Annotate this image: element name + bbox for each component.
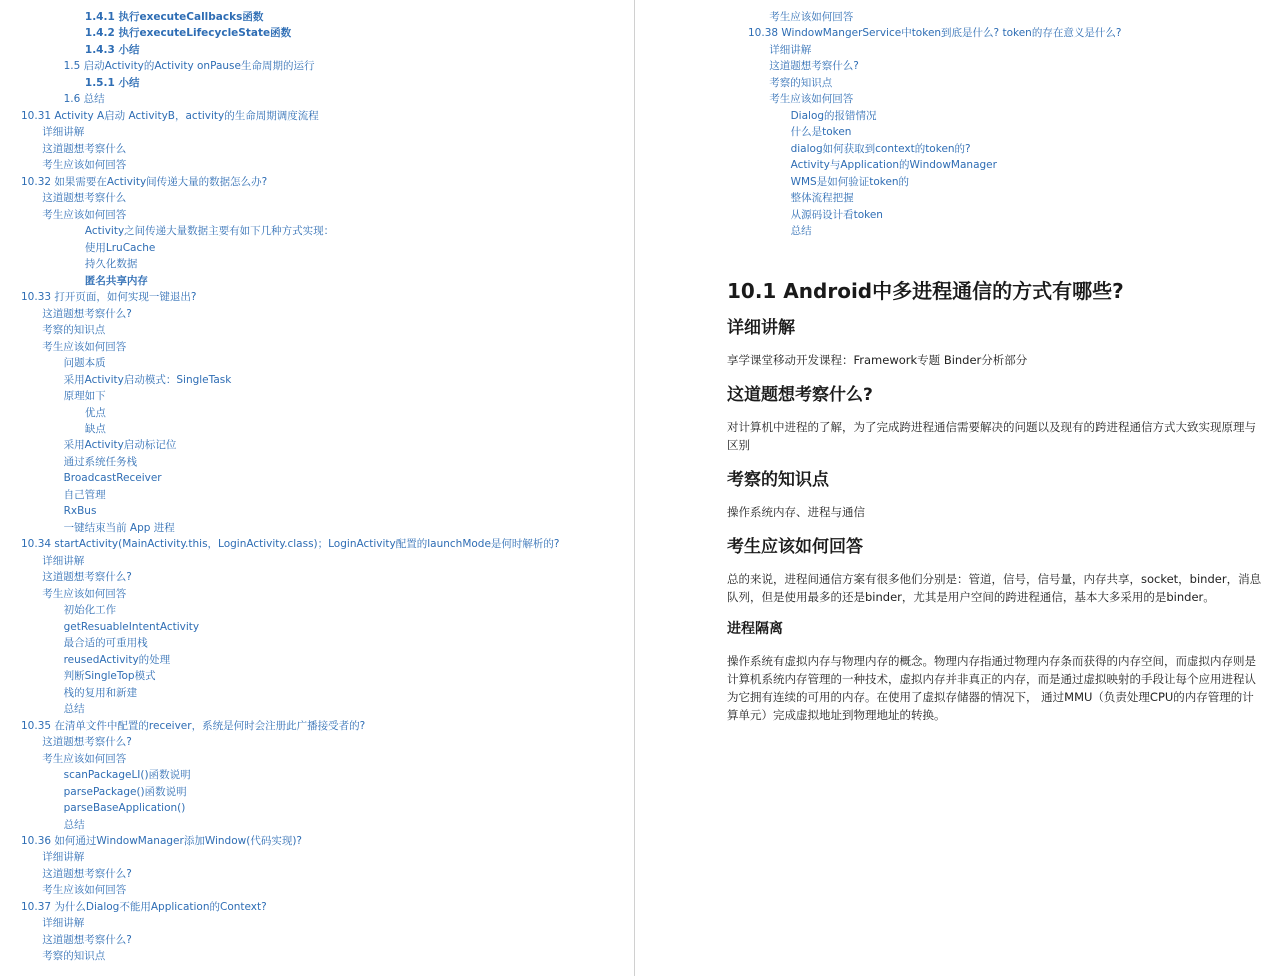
toc-link[interactable]: getResuableIntentActivity — [63, 620, 200, 633]
purpose-text: 对计算机中进程的了解，为了完成跨进程通信需要解决的问题以及现有的跨进程通信方式大致实现原理与区别 — [727, 420, 1256, 452]
toc-link[interactable]: 这道题想考察什么? — [42, 867, 132, 880]
toc-link[interactable]: 使用LruCache — [84, 241, 156, 254]
toc-link[interactable]: WMS是如何验证token的 — [790, 175, 910, 188]
toc-link[interactable]: 考察的知识点 — [769, 76, 833, 89]
toc-link[interactable]: dialog如何获取到context的token的? — [790, 142, 971, 155]
toc-link[interactable]: 这道题想考察什么? — [42, 307, 132, 320]
isolation-heading: 进程隔离 — [727, 621, 783, 637]
toc-link[interactable]: 1.5 启动Activity的Activity onPause生命周期的运行 — [63, 60, 315, 73]
left-page — [0, 0, 634, 976]
toc-link[interactable]: 这道题想考察什么? — [42, 571, 132, 584]
toc-link[interactable]: 详细讲解 — [42, 917, 85, 930]
toc-link[interactable]: 采用Activity启动标记位 — [63, 439, 177, 452]
toc-link[interactable]: parsePackage()函数说明 — [63, 785, 187, 798]
knowledge-heading: 考察的知识点 — [727, 470, 829, 490]
toc-link[interactable]: 通过系统任务栈 — [63, 455, 138, 468]
page-divider — [634, 0, 635, 976]
toc-link[interactable]: 这道题想考察什么? — [42, 933, 132, 946]
toc-link[interactable]: 1.4.3 小结 — [84, 43, 140, 56]
toc-link[interactable]: 什么是token — [790, 126, 852, 139]
toc-link[interactable]: 持久化数据 — [84, 258, 138, 271]
toc-link[interactable]: 一键结束当前 App 进程 — [63, 521, 175, 534]
detail-text: 享学课堂移动开发课程：Framework专题 Binder分析部分 — [727, 353, 1028, 367]
toc-link[interactable]: 这道题想考察什么? — [769, 60, 859, 73]
toc-link[interactable]: 自己管理 — [63, 488, 106, 501]
toc-link[interactable]: BroadcastReceiver — [63, 472, 162, 485]
toc-link[interactable]: 10.38 WindowMangerService中token到底是什么? token的存在意义是什么? — [748, 27, 1122, 40]
toc-link[interactable]: Dialog的报错情况 — [790, 109, 877, 122]
toc-link[interactable]: 考生应该如何回答 — [42, 884, 127, 897]
toc-link[interactable]: 问题本质 — [63, 357, 106, 370]
toc-link[interactable]: 从源码设计看token — [790, 208, 883, 221]
toc-link[interactable]: scanPackageLI()函数说明 — [63, 769, 191, 782]
toc-link[interactable]: Activity与Application的WindowManager — [790, 159, 997, 172]
toc-link[interactable]: parseBaseApplication() — [63, 802, 186, 815]
toc-link[interactable]: 原理如下 — [63, 390, 106, 403]
purpose-heading: 这道题想考察什么? — [727, 385, 873, 405]
toc-link[interactable]: 详细讲解 — [42, 554, 85, 567]
toc-link[interactable]: 10.37 为什么Dialog不能用Application的Context? — [21, 900, 267, 913]
toc-link[interactable]: 考生应该如何回答 — [769, 93, 854, 106]
toc-link[interactable]: 初始化工作 — [63, 604, 117, 617]
toc-link[interactable]: RxBus — [63, 505, 97, 518]
toc-link[interactable]: 1.6 总结 — [63, 93, 105, 106]
toc-link[interactable]: 详细讲解 — [769, 43, 812, 56]
toc-link[interactable]: 总结 — [63, 703, 85, 716]
toc-link[interactable]: 匿名共享内存 — [84, 274, 148, 287]
toc-link[interactable]: 10.31 Activity A启动 ActivityB，activity的生命周期调度流程 — [21, 109, 319, 122]
section-title: 10.1 Android中多进程通信的方式有哪些? — [727, 279, 1124, 303]
toc-link[interactable]: 1.5.1 小结 — [84, 76, 140, 89]
toc-link[interactable]: 10.36 如何通过WindowManager添加Window(代码实现)? — [21, 835, 302, 847]
toc-link[interactable]: 考生应该如何回答 — [42, 752, 127, 765]
toc-link[interactable]: 详细讲解 — [42, 851, 85, 864]
isolation-text: 操作系统有虚拟内存与物理内存的概念。物理内存指通过物理内存条而获得的内存空间，而虚拟内存则是计算机系统内存管理的一种技术，虚拟内存并非真正的内存，而是通过虚拟映射的手段让每个应用进程认为它拥有连续的可用的内存。在使用了虚拟存储器的情况下， 通过MMU（负责处理CPU的内存管理的计算单元）完成虚拟地址到物理地址的转换。 — [727, 654, 1256, 722]
toc-link[interactable]: 考生应该如何回答 — [42, 159, 127, 172]
right-page — [636, 0, 1281, 976]
toc-link[interactable]: 考生应该如何回答 — [42, 340, 127, 353]
toc-link[interactable]: 10.34 startActivity(MainActivity.this，LoginActivity.class)；LoginActivity配置的launchMode是何时解析的? — [21, 538, 560, 551]
toc-link[interactable]: 这道题想考察什么 — [42, 192, 127, 205]
toc-link[interactable]: 总结 — [790, 225, 812, 238]
toc-link[interactable]: 最合适的可重用栈 — [63, 637, 148, 650]
toc-link[interactable]: 考察的知识点 — [42, 324, 106, 337]
toc-link[interactable]: 总结 — [63, 818, 85, 831]
toc-link[interactable]: 判断SingleTop模式 — [63, 670, 156, 683]
toc-link[interactable]: 整体流程把握 — [790, 192, 854, 205]
toc-link[interactable]: 这道题想考察什么 — [42, 142, 127, 155]
knowledge-text: 操作系统内存、进程与通信 — [727, 505, 865, 519]
toc-link[interactable]: 1.4.2 执行executeLifecycleState函数 — [84, 27, 292, 40]
toc-link[interactable]: 详细讲解 — [42, 126, 85, 139]
toc-link[interactable]: 10.33 打开页面，如何实现一键退出? — [21, 291, 197, 304]
toc-link[interactable]: 考生应该如何回答 — [42, 208, 127, 221]
toc-link[interactable]: 1.4.1 执行executeCallbacks函数 — [84, 11, 264, 23]
toc-link[interactable]: 这道题想考察什么? — [42, 736, 132, 749]
toc-link[interactable]: 10.32 如果需要在Activity间传递大量的数据怎么办? — [21, 175, 268, 188]
toc-link[interactable]: 采用Activity启动模式：SingleTask — [63, 373, 232, 386]
toc-link[interactable]: 考生应该如何回答 — [42, 587, 127, 600]
toc-link[interactable]: 优点 — [84, 406, 106, 419]
answer-heading: 考生应该如何回答 — [727, 537, 863, 557]
detail-heading: 详细讲解 — [727, 318, 795, 338]
toc-link[interactable]: 缺点 — [84, 423, 106, 435]
toc-link[interactable]: 10.35 在清单文件中配置的receiver，系统是何时会注册此广播接受者的? — [21, 719, 366, 732]
toc-link[interactable]: Activity之间传递大量数据主要有如下几种方式实现： — [84, 225, 335, 238]
toc-link[interactable]: 考生应该如何回答 — [769, 11, 854, 23]
toc-link[interactable]: reusedActivity的处理 — [63, 653, 171, 666]
toc-link[interactable]: 栈的复用和新建 — [63, 686, 138, 699]
answer-text: 总的来说，进程间通信方案有很多他们分别是：管道，信号，信号量，内存共享，socket，binder，消息队列，但是使用最多的还是binder，尤其是用户空间的跨进程通信，基本大多采用的是binder。 — [727, 572, 1262, 604]
toc-link[interactable]: 考察的知识点 — [42, 950, 106, 963]
